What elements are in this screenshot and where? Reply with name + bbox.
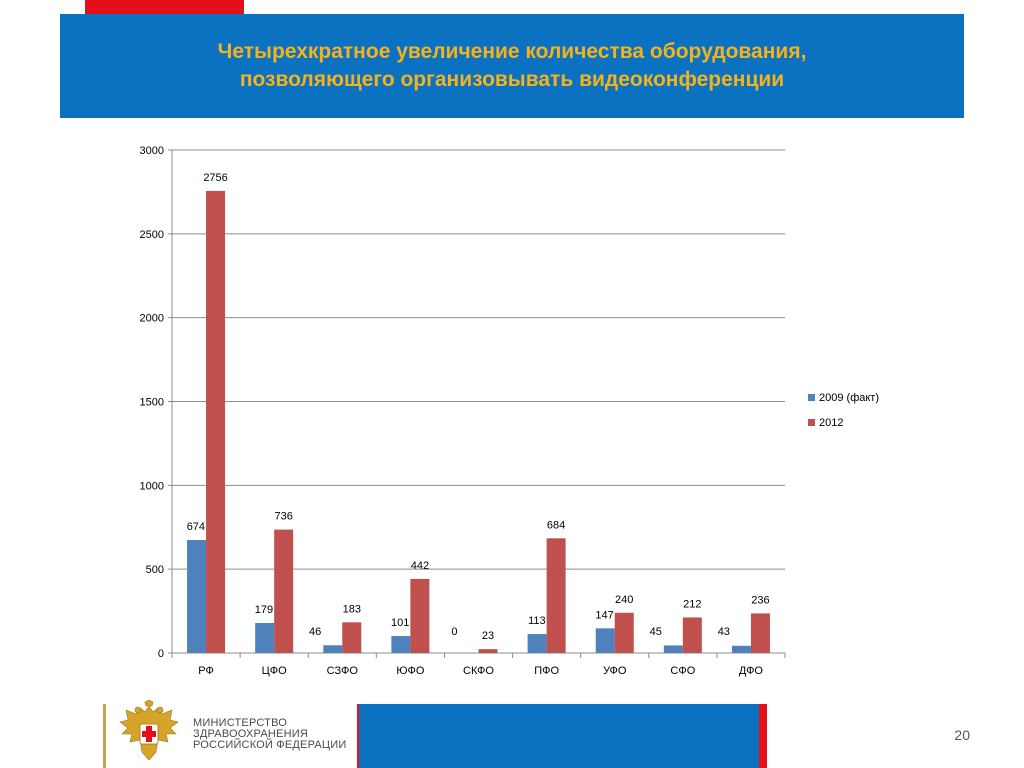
y-tick-label: 1500 — [139, 396, 164, 409]
footer-red-band — [759, 704, 767, 768]
data-label: 2756 — [203, 171, 228, 184]
data-label: 736 — [274, 510, 293, 523]
data-label: 0 — [451, 626, 458, 638]
slide-title-line-2: позволяющего организовывать видеоконференции — [239, 68, 785, 91]
page-number: 20 — [954, 727, 970, 743]
bar-2009 — [323, 645, 342, 653]
bar-2012 — [206, 191, 225, 653]
x-tick-label: РФ — [198, 665, 214, 677]
x-tick-label: ПФО — [534, 665, 560, 677]
legend-label: 2009 (факт) — [819, 392, 879, 404]
bar-2009 — [596, 628, 615, 653]
y-tick-label: 0 — [157, 648, 164, 660]
data-label: 179 — [254, 603, 274, 616]
legend-swatch — [808, 419, 815, 426]
data-label: 113 — [528, 615, 546, 628]
data-label: 43 — [717, 626, 730, 638]
data-label: 684 — [546, 519, 566, 532]
bar-2012 — [274, 530, 293, 653]
data-label: 23 — [481, 630, 495, 643]
data-label: 674 — [186, 520, 206, 533]
data-label: 236 — [751, 594, 770, 607]
y-tick-label: 3000 — [139, 145, 164, 157]
bar-2012 — [547, 538, 566, 653]
y-tick-label: 1000 — [139, 480, 164, 493]
bar-2009 — [391, 636, 410, 653]
y-tick-label: 500 — [145, 564, 164, 577]
x-tick-label: СЗФО — [326, 665, 358, 677]
bar-2012 — [683, 617, 702, 653]
x-tick-label: ЮФО — [396, 665, 425, 677]
legend-label: 2012 — [819, 417, 844, 429]
double-headed-eagle-emblem-icon — [112, 700, 186, 768]
y-tick-label: 2500 — [139, 228, 164, 241]
data-label: 183 — [342, 603, 361, 616]
x-tick-label: УФО — [602, 665, 627, 677]
bar-2009 — [187, 540, 206, 653]
ministry-caption — [193, 718, 346, 751]
data-label: 45 — [649, 626, 662, 638]
ministry-line-3: РОССИЙСКОЙ ФЕДЕРАЦИИ — [193, 739, 347, 751]
footer-blue-band — [359, 704, 759, 768]
bar-2012 — [342, 622, 361, 653]
ministry-line-2: ЗДРАВООХРАНЕНИЯ — [193, 728, 308, 740]
data-label: 240 — [615, 593, 634, 606]
bar-2012 — [410, 579, 429, 653]
bar-2009 — [255, 623, 274, 653]
bar-2012 — [615, 613, 634, 653]
data-label: 46 — [309, 626, 322, 638]
data-label: 101 — [391, 617, 410, 630]
x-tick-label: ЦФО — [261, 665, 287, 677]
data-label: 147 — [595, 609, 614, 622]
ministry-line-1: МИНИСТЕРСТВО — [193, 717, 287, 729]
data-label: 212 — [683, 598, 702, 611]
bar-2009 — [732, 646, 751, 653]
legend-swatch — [808, 394, 815, 401]
y-tick-label: 2000 — [139, 312, 164, 325]
x-tick-label: СКФО — [463, 665, 494, 677]
x-tick-label: ДФО — [738, 665, 764, 677]
bar-2009 — [528, 634, 547, 653]
bar-2009 — [664, 645, 683, 653]
slide-title-line-1: Четырехкратное увеличение количества оборудования, — [217, 40, 807, 63]
bar-2012 — [751, 613, 770, 653]
data-label: 442 — [410, 559, 430, 572]
footer-gold-divider — [103, 704, 106, 768]
bar-2012 — [479, 649, 498, 653]
x-tick-label: СФО — [670, 665, 696, 677]
